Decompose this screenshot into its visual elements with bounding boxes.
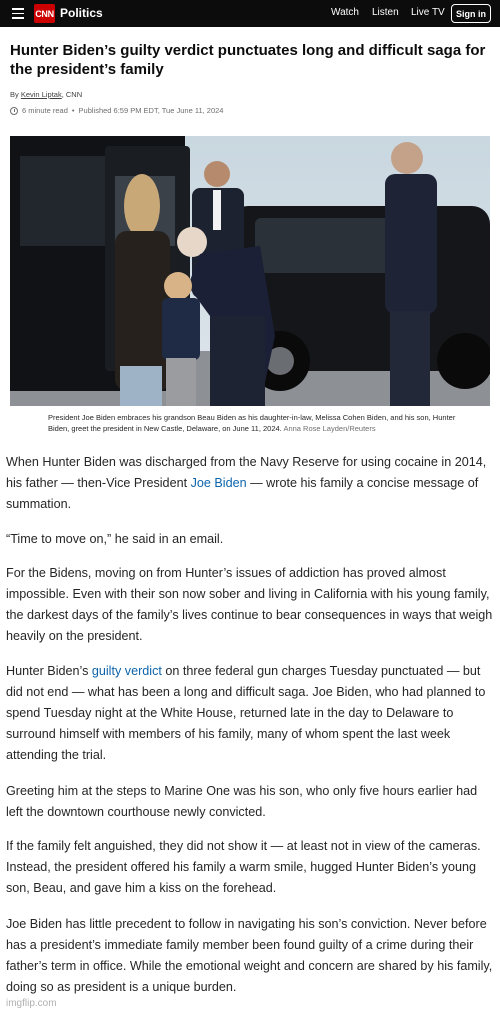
paragraph-1-text-b: — wrote his family a concise message of summation.: [6, 476, 479, 511]
paragraph-3: For the Bidens, moving on from Hunter’s issues of addiction has proved almost impossible. Even with their son now sober and living in California with his young family, the darkest days of the family’s lives continue to bear consequences in ways that weigh heavily on the president.: [6, 566, 493, 643]
paragraph-2: “Time to move on,” he said in an email.: [6, 532, 224, 546]
joe-biden-link[interactable]: Joe Biden: [190, 476, 247, 490]
byline-outlet: , CNN: [61, 90, 83, 99]
article-photo[interactable]: [10, 136, 490, 406]
top-nav: [0, 0, 500, 27]
paragraph-7: Joe Biden has little precedent to follow in navigating his son’s conviction. Never before has a president’s immediate family member been found guilty of a crime during their father’s term in office. While the emotional weight and concern are shared by his family, doing so as president is a unique burden.: [6, 917, 493, 994]
cnn-logo[interactable]: CNN: [34, 4, 55, 23]
nav-watch-link[interactable]: Watch: [331, 7, 359, 18]
paragraph-1-text-a: When Hunter Biden was discharged from the Navy Reserve for using cocaine in 2014, his father — then-Vice President: [6, 455, 487, 490]
byline: [10, 90, 82, 99]
author-link[interactable]: Kevin Liptak: [20, 90, 62, 99]
paragraph-5: Greeting him at the steps to Marine One was his son, who only five hours earlier had left the downtown courthouse newly convicted.: [6, 784, 478, 819]
article-meta: [10, 106, 223, 115]
clock-icon: [10, 107, 18, 115]
byline-prefix: By: [10, 90, 21, 99]
photo-credit: Anna Rose Layden/Reuters: [283, 424, 376, 433]
nav-listen-link[interactable]: Listen: [372, 7, 399, 18]
nav-livetv-link[interactable]: Live TV: [411, 7, 445, 18]
paragraph-4-text-a: Hunter Biden’s: [6, 664, 92, 678]
section-name[interactable]: Politics: [60, 6, 103, 20]
photo-caption: [48, 412, 468, 434]
paragraph-4-text-b: on three federal gun charges Tuesday punctuated — but did not end — what has been a long and difficult saga. Joe Biden, who had planned to spend Tuesday night at the White House, returned late in the day to Delaware to surround himself with members of his family, many of whom spent the last week attending the trial.: [6, 664, 486, 762]
paragraph-1: [6, 452, 494, 515]
meta-separator: •: [71, 106, 75, 115]
photo-illustration: [10, 136, 490, 406]
guilty-verdict-link[interactable]: guilty verdict: [91, 664, 162, 678]
paragraph-4: [6, 661, 494, 766]
paragraph-6: If the family felt anguished, they did not show it — at least not in view of the cameras. Instead, the president offered his family a warm smile, hugged Hunter Biden’s young son, Beau, and gave him a kiss on the forehead.: [6, 839, 481, 895]
sign-in-button[interactable]: Sign in: [451, 4, 491, 23]
caption-text: President Joe Biden embraces his grandson Beau Biden as his daughter-in-law, Melissa Cohen Biden, and his son, Hunter Biden, greet the president in New Castle, Delaware, on June 11, 2024.: [48, 413, 456, 433]
published-time: Published 6:59 PM EDT, Tue June 11, 2024: [78, 106, 224, 115]
imgflip-watermark: imgflip.com: [6, 998, 57, 1009]
read-time: 6 minute read: [22, 106, 68, 115]
hamburger-menu-icon[interactable]: [12, 8, 24, 19]
article-headline: Hunter Biden’s guilty verdict punctuates long and difficult saga for the president’s family: [10, 42, 486, 78]
